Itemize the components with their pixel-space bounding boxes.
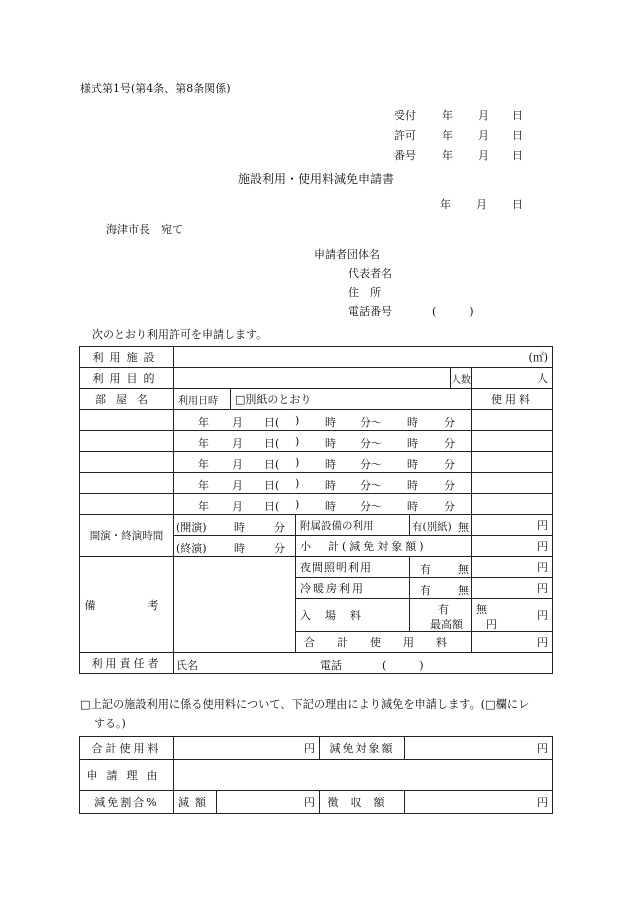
applicant-group-label: 申請者団体名 xyxy=(314,248,380,261)
admission-label: 入場料 xyxy=(296,599,410,632)
responsible-label: 利用責任者 xyxy=(80,653,174,674)
date-row-3[interactable]: 年 月 日( ) 時 分～ 時 分 xyxy=(174,452,472,473)
reduction-table xyxy=(79,736,553,814)
usage-table xyxy=(79,346,553,674)
fee-field-2[interactable] xyxy=(472,431,553,452)
remarks-label: 備 考 xyxy=(80,557,174,653)
applicant-rep-label: 代表者名 xyxy=(348,267,392,280)
night-light-fee[interactable]: 円 xyxy=(472,557,553,578)
purpose-field[interactable] xyxy=(174,368,451,389)
reduction-target-label: 減免対象額 xyxy=(320,737,405,760)
night-light-choice[interactable]: 有 無 xyxy=(410,557,472,578)
reason-label: 申請理由 xyxy=(80,760,174,791)
equipment-label: 附属設備の利用 xyxy=(296,515,410,536)
room-field-5[interactable] xyxy=(80,494,174,515)
addressee: 海津市長 宛て xyxy=(106,223,183,236)
date-row-5[interactable]: 年 月 日( ) 時 分～ 時 分 xyxy=(174,494,472,515)
total-usage-fee-field[interactable]: 円 xyxy=(174,737,320,760)
equipment-fee-field[interactable]: 円 xyxy=(472,515,553,536)
date-row-2[interactable]: 年 月 日( ) 時 分～ 時 分 xyxy=(174,431,472,452)
fee-field-5[interactable] xyxy=(472,494,553,515)
admission-choice[interactable]: 有 無 最高額 円 xyxy=(410,599,472,632)
admission-fee[interactable]: 円 xyxy=(472,599,553,632)
form-number: 様式第1号(第4条、第8条関係) xyxy=(80,82,231,95)
people-label: 人数 xyxy=(451,368,472,389)
office-use-block xyxy=(394,107,534,167)
equipment-choice[interactable]: 有(別紙) 無 xyxy=(410,515,472,536)
fee-field-3[interactable] xyxy=(472,452,553,473)
reduction-notice-line2: する。) xyxy=(94,717,126,730)
office-row-received: 受付 年 月 日 xyxy=(394,109,523,122)
facility-field[interactable]: (㎡) xyxy=(174,347,553,368)
office-row-permitted: 許可 年 月 日 xyxy=(394,129,523,142)
applicant-phone-paren: ( ) xyxy=(432,305,474,318)
applicant-phone-label: 電話番号 xyxy=(348,305,392,318)
room-label: 部屋名 xyxy=(80,389,174,410)
intro-text: 次のとおり利用許可を申請します。 xyxy=(92,328,268,341)
total-usage-fee-label: 合計使用料 xyxy=(80,737,174,760)
date-row-4[interactable]: 年 月 日( ) 時 分～ 時 分 xyxy=(174,473,472,494)
aircon-fee[interactable]: 円 xyxy=(472,578,553,599)
remarks-field[interactable] xyxy=(174,557,296,653)
reduction-notice-line1: □上記の施設利用に係る使用料について、下記の理由により減免を申請します。(□欄にレ xyxy=(80,698,530,711)
reason-field[interactable] xyxy=(174,760,553,791)
total-fee-label: 合計使用料 xyxy=(296,632,472,653)
open-close-label: 開演・終演時間 xyxy=(80,515,174,557)
reduction-amount-field[interactable]: 円 xyxy=(217,791,320,814)
collected-amount-field[interactable]: 円 xyxy=(405,791,553,814)
document-title: 施設利用・使用料減免申請書 xyxy=(238,172,395,186)
total-fee-field[interactable]: 円 xyxy=(472,632,553,653)
room-field-2[interactable] xyxy=(80,431,174,452)
applicant-address-label: 住 所 xyxy=(348,286,381,299)
separate-sheet-checkbox[interactable]: □別紙のとおり xyxy=(231,389,472,410)
responsible-field[interactable]: 氏名 電話 ( ) xyxy=(174,653,553,674)
room-field-4[interactable] xyxy=(80,473,174,494)
date-row-1[interactable]: 年 月 日( ) 時 分～ 時 分 xyxy=(174,410,472,431)
fee-field-1[interactable] xyxy=(472,410,553,431)
subtotal-field[interactable]: 円 xyxy=(472,536,553,557)
application-date: 年 月 日 xyxy=(440,198,523,211)
aircon-choice[interactable]: 有 無 xyxy=(410,578,472,599)
facility-label: 利用施設 xyxy=(80,347,174,368)
room-field-3[interactable] xyxy=(80,452,174,473)
room-field-1[interactable] xyxy=(80,410,174,431)
open-time-field[interactable]: (開演) 時 分 xyxy=(174,515,296,536)
fee-label: 使用料 xyxy=(472,389,553,410)
office-row-number: 番号 年 月 日 xyxy=(394,149,523,162)
usage-datetime-label: 利用日時 xyxy=(174,389,231,410)
subtotal-label: 小 計(減免対象額) xyxy=(296,536,472,557)
night-light-label: 夜間照明利用 xyxy=(296,557,410,578)
aircon-label: 冷暖房利用 xyxy=(296,578,410,599)
people-field[interactable]: 人 xyxy=(472,368,553,389)
purpose-label: 利用目的 xyxy=(80,368,174,389)
fee-field-4[interactable] xyxy=(472,473,553,494)
reduction-amount-label: 減額 xyxy=(174,791,217,814)
reduction-rate-label: 減免割合% xyxy=(80,791,174,814)
collected-amount-label: 徴収額 xyxy=(320,791,405,814)
reduction-target-field[interactable]: 円 xyxy=(405,737,553,760)
close-time-field[interactable]: (終演) 時 分 xyxy=(174,536,296,557)
